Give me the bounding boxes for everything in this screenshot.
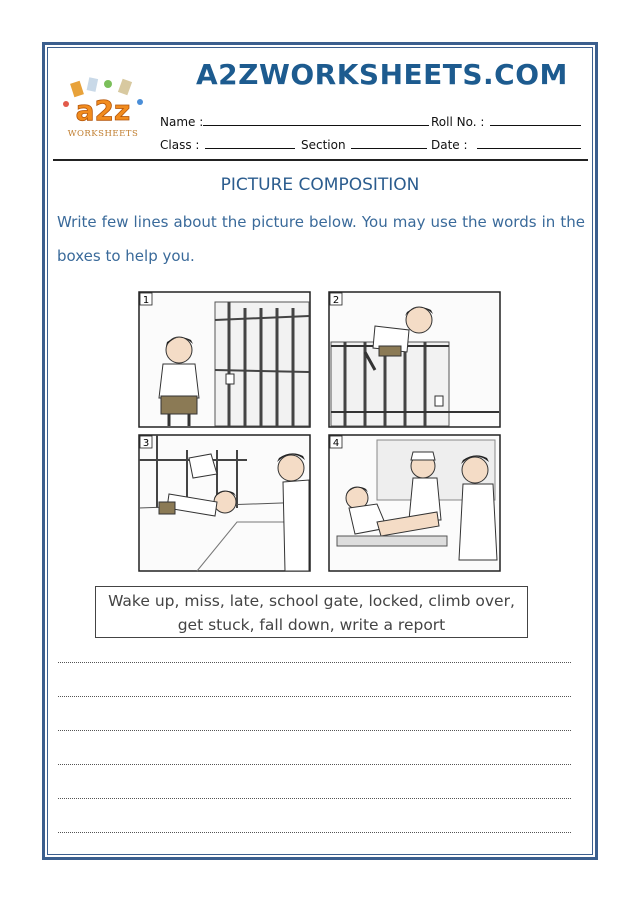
a2z-logo bbox=[58, 74, 148, 144]
roll-label: Roll No. : bbox=[431, 115, 485, 129]
comic-panel-3 bbox=[139, 435, 310, 571]
panel-number-1: 1 bbox=[142, 295, 150, 306]
class-label: Class : bbox=[160, 138, 200, 152]
panel-number-4: 4 bbox=[332, 438, 340, 449]
word-hint-box bbox=[95, 586, 528, 638]
name-field bbox=[160, 113, 429, 129]
comic-strip bbox=[137, 290, 502, 573]
comic-panel-1 bbox=[139, 292, 310, 427]
writing-line-5[interactable] bbox=[58, 798, 571, 799]
writing-line-4[interactable] bbox=[58, 764, 571, 765]
roll-field bbox=[431, 113, 581, 129]
word-hint-line-1: Wake up, miss, late, school gate, locked, climb over, bbox=[108, 592, 515, 610]
worksheet-title: PICTURE COMPOSITION bbox=[220, 175, 420, 195]
logo-mark: a2z bbox=[75, 94, 131, 127]
comic-panel-2 bbox=[329, 292, 500, 427]
writing-line-1[interactable] bbox=[58, 662, 571, 663]
comic-panel-4 bbox=[329, 435, 500, 571]
instructions: Write few lines about the picture below. You may use the words in the boxes to help you. bbox=[57, 213, 585, 265]
date-label: Date : bbox=[431, 138, 468, 152]
name-label: Name : bbox=[160, 115, 204, 129]
panel-number-2: 2 bbox=[332, 295, 340, 306]
section-field bbox=[301, 136, 427, 152]
panel-number-3: 3 bbox=[142, 438, 150, 449]
date-blank[interactable] bbox=[477, 136, 581, 149]
section-label: Section bbox=[301, 138, 346, 152]
name-blank[interactable] bbox=[203, 113, 429, 126]
logo-subtext: WORKSHEETS bbox=[67, 129, 139, 139]
word-hint-line-2: get stuck, fall down, write a report bbox=[177, 616, 446, 634]
writing-line-2[interactable] bbox=[58, 696, 571, 697]
roll-blank[interactable] bbox=[490, 113, 581, 126]
class-blank[interactable] bbox=[205, 136, 295, 149]
site-title: A2ZWORKSHEETS.COM bbox=[196, 58, 568, 91]
writing-line-6[interactable] bbox=[58, 832, 571, 833]
class-field bbox=[160, 136, 295, 152]
section-blank[interactable] bbox=[351, 136, 427, 149]
header-divider bbox=[53, 159, 588, 161]
date-field bbox=[431, 136, 581, 152]
writing-line-3[interactable] bbox=[58, 730, 571, 731]
